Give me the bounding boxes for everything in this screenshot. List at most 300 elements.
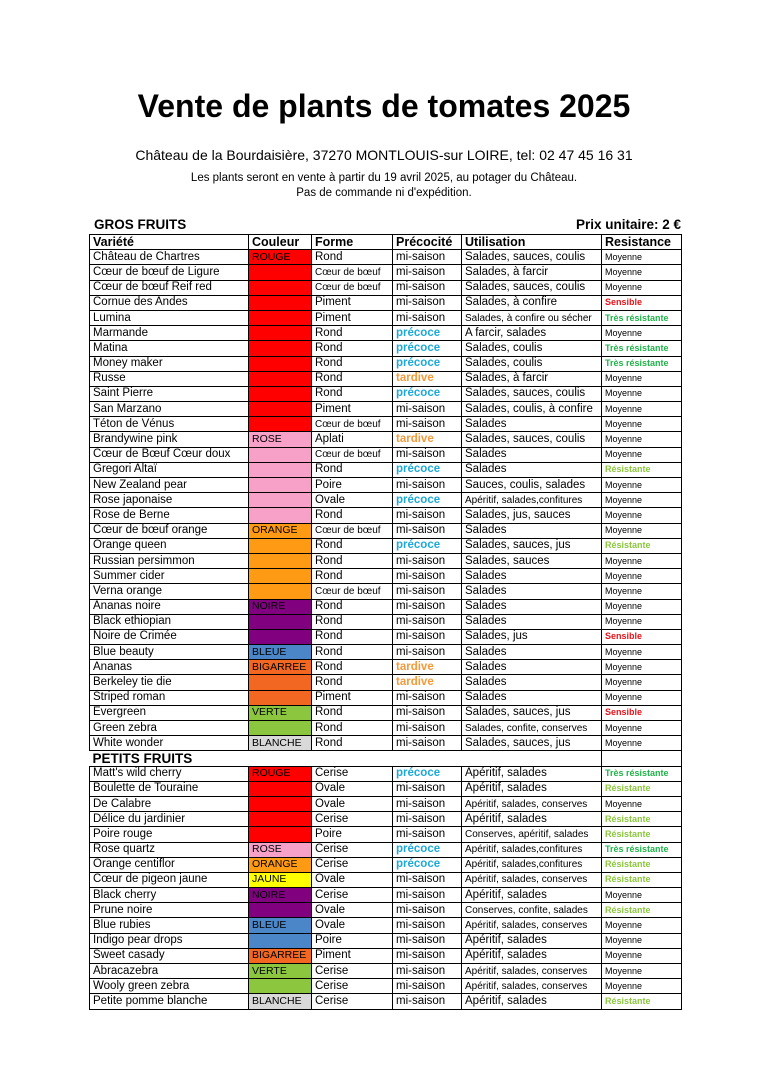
resistance-cell: Résistante	[602, 872, 682, 887]
color-cell	[249, 341, 312, 356]
shape-cell: Piment	[312, 295, 393, 310]
usage-cell: Salades	[462, 569, 602, 584]
shape-cell: Ovale	[312, 493, 393, 508]
usage-cell: Salades	[462, 523, 602, 538]
table-row	[90, 432, 682, 447]
shape-cell: Cerise	[312, 842, 393, 857]
table-row	[90, 326, 682, 341]
resistance-cell: Moyenne	[602, 265, 682, 280]
shape-cell: Rond	[312, 660, 393, 675]
usage-cell: Apéritif, salades,confitures	[462, 493, 602, 508]
shape-cell: Rond	[312, 341, 393, 356]
table-row	[90, 766, 682, 781]
precocity-cell: précoce	[393, 462, 462, 477]
shape-cell: Cerise	[312, 979, 393, 994]
resistance-cell: Résistante	[602, 538, 682, 553]
variety-cell: Russe	[90, 371, 249, 386]
precocity-cell: précoce	[393, 493, 462, 508]
usage-cell: Apéritif, salades	[462, 766, 602, 781]
precocity-cell: mi-saison	[393, 964, 462, 979]
table-row	[90, 675, 682, 690]
resistance-cell: Résistante	[602, 462, 682, 477]
usage-cell: Salades, sauces	[462, 553, 602, 568]
resistance-cell: Très résistante	[602, 842, 682, 857]
resistance-cell: Moyenne	[602, 508, 682, 523]
usage-cell: Salades	[462, 660, 602, 675]
resistance-cell: Moyenne	[602, 964, 682, 979]
variety-cell: Money maker	[90, 356, 249, 371]
table-row	[90, 280, 682, 295]
table-row	[90, 690, 682, 705]
shape-cell: Poire	[312, 933, 393, 948]
shape-cell: Ovale	[312, 918, 393, 933]
usage-cell: Salades	[462, 584, 602, 599]
resistance-cell: Moyenne	[602, 402, 682, 417]
resistance-cell: Sensible	[602, 705, 682, 720]
variety-cell: Indigo pear drops	[90, 933, 249, 948]
precocity-cell: mi-saison	[393, 614, 462, 629]
color-cell: ROUGE	[249, 250, 312, 265]
shape-cell: Cœur de bœuf	[312, 447, 393, 462]
color-cell	[249, 614, 312, 629]
shape-cell: Rond	[312, 675, 393, 690]
variety-cell: Berkeley tie die	[90, 675, 249, 690]
table-row	[90, 994, 682, 1009]
variety-cell: Brandywine pink	[90, 432, 249, 447]
resistance-cell: Moyenne	[602, 660, 682, 675]
usage-cell: Salades	[462, 447, 602, 462]
table-row	[90, 417, 682, 432]
section-label: PETITS FRUITS	[90, 751, 602, 766]
shape-cell: Ovale	[312, 872, 393, 887]
resistance-cell: Résistante	[602, 994, 682, 1009]
column-header: Précocité	[393, 235, 462, 250]
variety-cell: Poire rouge	[90, 827, 249, 842]
usage-cell: Sauces, coulis, salades	[462, 478, 602, 493]
shape-cell: Rond	[312, 371, 393, 386]
precocity-cell: mi-saison	[393, 645, 462, 660]
resistance-cell: Moyenne	[602, 371, 682, 386]
usage-cell: Salades	[462, 599, 602, 614]
table-row	[90, 295, 682, 310]
resistance-cell: Moyenne	[602, 493, 682, 508]
table-row	[90, 812, 682, 827]
usage-cell: Apéritif, salades	[462, 812, 602, 827]
resistance-cell: Moyenne	[602, 933, 682, 948]
resistance-cell: Résistante	[602, 857, 682, 872]
precocity-cell: tardive	[393, 371, 462, 386]
color-cell	[249, 690, 312, 705]
shape-cell: Ovale	[312, 903, 393, 918]
table-row	[90, 872, 682, 887]
table-row	[90, 705, 682, 720]
table-row	[90, 356, 682, 371]
variety-cell: Cornue des Andes	[90, 295, 249, 310]
color-cell	[249, 796, 312, 811]
variety-cell: Cœur de bœuf de Ligure	[90, 265, 249, 280]
usage-cell: Salades, sauces, coulis	[462, 432, 602, 447]
shape-cell: Rond	[312, 538, 393, 553]
table-row	[90, 478, 682, 493]
usage-cell: Apéritif, salades, conserves	[462, 796, 602, 811]
precocity-cell: précoce	[393, 326, 462, 341]
shape-cell: Rond	[312, 721, 393, 736]
table-row	[90, 523, 682, 538]
table-row	[90, 736, 682, 751]
usage-cell: Salades, sauces, jus	[462, 736, 602, 751]
table-row	[90, 842, 682, 857]
variety-cell: White wonder	[90, 736, 249, 751]
resistance-cell: Moyenne	[602, 432, 682, 447]
table-row	[90, 964, 682, 979]
color-cell	[249, 584, 312, 599]
color-cell: ORANGE	[249, 857, 312, 872]
precocity-cell: tardive	[393, 432, 462, 447]
shape-cell: Cœur de bœuf	[312, 584, 393, 599]
precocity-cell: mi-saison	[393, 250, 462, 265]
resistance-cell: Moyenne	[602, 675, 682, 690]
color-cell	[249, 629, 312, 644]
table-row	[90, 265, 682, 280]
resistance-cell: Moyenne	[602, 326, 682, 341]
color-cell	[249, 447, 312, 462]
resistance-cell: Moyenne	[602, 796, 682, 811]
price-label: Prix unitaire: 2 €	[575, 217, 681, 232]
precocity-cell: mi-saison	[393, 872, 462, 887]
usage-cell: Apéritif, salades	[462, 948, 602, 963]
table-row	[90, 629, 682, 644]
table-row	[90, 462, 682, 477]
color-cell	[249, 553, 312, 568]
variety-cell: San Marzano	[90, 402, 249, 417]
precocity-cell: précoce	[393, 386, 462, 401]
variety-cell: Prune noire	[90, 903, 249, 918]
precocity-cell: mi-saison	[393, 979, 462, 994]
precocity-cell: précoce	[393, 842, 462, 857]
color-cell	[249, 827, 312, 842]
resistance-cell: Moyenne	[602, 948, 682, 963]
precocity-cell: mi-saison	[393, 402, 462, 417]
color-cell: VERTE	[249, 964, 312, 979]
color-cell	[249, 310, 312, 325]
table-row	[90, 781, 682, 796]
shape-cell: Rond	[312, 250, 393, 265]
table-row	[90, 584, 682, 599]
color-cell: BLANCHE	[249, 994, 312, 1009]
resistance-cell: Moyenne	[602, 599, 682, 614]
usage-cell: Salades, coulis	[462, 341, 602, 356]
variety-cell: Sweet casady	[90, 948, 249, 963]
precocity-cell: mi-saison	[393, 417, 462, 432]
color-cell: NOIRE	[249, 599, 312, 614]
precocity-cell: mi-saison	[393, 827, 462, 842]
page-title: Vente de plants de tomates 2025	[137, 88, 631, 124]
variety-cell: Rose japonaise	[90, 493, 249, 508]
table-row	[90, 827, 682, 842]
precocity-cell: mi-saison	[393, 265, 462, 280]
shape-cell: Poire	[312, 478, 393, 493]
usage-cell: Salades, coulis	[462, 356, 602, 371]
usage-cell: Apéritif, salades	[462, 994, 602, 1009]
usage-cell: Salades, à farcir	[462, 265, 602, 280]
table-row	[90, 614, 682, 629]
precocity-cell: mi-saison	[393, 705, 462, 720]
variety-cell: Petite pomme blanche	[90, 994, 249, 1009]
color-cell	[249, 356, 312, 371]
precocity-cell: mi-saison	[393, 781, 462, 796]
variety-cell: Evergreen	[90, 705, 249, 720]
usage-cell: Salades, à confire ou sécher	[462, 310, 602, 325]
variety-cell: De Calabre	[90, 796, 249, 811]
address-line: Château de la Bourdaisière, 37270 MONTLOUIS-sur LOIRE, tel: 02 47 45 16 31	[135, 147, 633, 163]
variety-cell: Striped roman	[90, 690, 249, 705]
variety-cell: Délice du jardinier	[90, 812, 249, 827]
precocity-cell: mi-saison	[393, 796, 462, 811]
color-cell	[249, 417, 312, 432]
usage-cell: Apéritif, salades, conserves	[462, 964, 602, 979]
shape-cell: Piment	[312, 690, 393, 705]
color-cell: ROUGE	[249, 766, 312, 781]
resistance-cell: Sensible	[602, 629, 682, 644]
resistance-cell: Moyenne	[602, 523, 682, 538]
variety-cell: New Zealand pear	[90, 478, 249, 493]
table-row	[90, 250, 682, 265]
table-row	[90, 979, 682, 994]
shape-cell: Rond	[312, 645, 393, 660]
precocity-cell: mi-saison	[393, 736, 462, 751]
usage-cell: Apéritif, salades	[462, 781, 602, 796]
precocity-cell: mi-saison	[393, 812, 462, 827]
tomato-table	[89, 234, 682, 1010]
resistance-cell: Très résistante	[602, 766, 682, 781]
shape-cell: Cerise	[312, 857, 393, 872]
precocity-cell: précoce	[393, 538, 462, 553]
table-row	[90, 553, 682, 568]
color-cell	[249, 812, 312, 827]
shape-cell: Rond	[312, 614, 393, 629]
precocity-cell: mi-saison	[393, 918, 462, 933]
table-row	[90, 599, 682, 614]
shape-cell: Cœur de bœuf	[312, 523, 393, 538]
shape-cell: Cerise	[312, 964, 393, 979]
usage-cell: Salades, à farcir	[462, 371, 602, 386]
table-row	[90, 386, 682, 401]
color-cell	[249, 462, 312, 477]
color-cell: BIGARREE	[249, 948, 312, 963]
usage-cell: Salades, sauces, jus	[462, 538, 602, 553]
usage-cell: Salades, sauces, jus	[462, 705, 602, 720]
section-label: GROS FRUITS	[94, 217, 187, 232]
precocity-cell: mi-saison	[393, 690, 462, 705]
usage-cell: Salades	[462, 614, 602, 629]
precocity-cell: précoce	[393, 356, 462, 371]
color-cell: BLEUE	[249, 918, 312, 933]
variety-cell: Ananas noire	[90, 599, 249, 614]
shape-cell: Rond	[312, 569, 393, 584]
usage-cell: Apéritif, salades, conserves	[462, 979, 602, 994]
no-shipping-note: Pas de commande ni d'expédition.	[296, 187, 472, 199]
resistance-cell: Très résistante	[602, 341, 682, 356]
precocity-cell: mi-saison	[393, 721, 462, 736]
resistance-cell: Moyenne	[602, 645, 682, 660]
table-row	[90, 918, 682, 933]
precocity-cell: tardive	[393, 675, 462, 690]
usage-cell: Apéritif, salades, conserves	[462, 872, 602, 887]
resistance-cell: Moyenne	[602, 584, 682, 599]
table-header-row	[90, 235, 682, 250]
variety-cell: Lumina	[90, 310, 249, 325]
variety-cell: Blue beauty	[90, 645, 249, 660]
shape-cell: Piment	[312, 402, 393, 417]
color-cell	[249, 265, 312, 280]
color-cell	[249, 295, 312, 310]
resistance-cell: Moyenne	[602, 690, 682, 705]
variety-cell: Boulette de Touraine	[90, 781, 249, 796]
shape-cell: Cerise	[312, 994, 393, 1009]
sale-note: Les plants seront en vente à partir du 19 avril 2025, au potager du Château.	[190, 172, 578, 184]
precocity-cell: mi-saison	[393, 948, 462, 963]
usage-cell: A farcir, salades	[462, 326, 602, 341]
color-cell: VERTE	[249, 705, 312, 720]
variety-cell: Cœur de bœuf orange	[90, 523, 249, 538]
usage-cell: Conserves, confite, salades	[462, 903, 602, 918]
color-cell: JAUNE	[249, 872, 312, 887]
column-header: Resistance	[602, 235, 682, 250]
resistance-cell: Très résistante	[602, 310, 682, 325]
variety-cell: Téton de Vénus	[90, 417, 249, 432]
color-cell	[249, 903, 312, 918]
shape-cell: Rond	[312, 599, 393, 614]
precocity-cell: mi-saison	[393, 629, 462, 644]
shape-cell: Cerise	[312, 888, 393, 903]
precocity-cell: mi-saison	[393, 478, 462, 493]
color-cell	[249, 781, 312, 796]
table-row	[90, 796, 682, 811]
variety-cell: Cœur de Bœuf Cœur doux	[90, 447, 249, 462]
resistance-cell: Moyenne	[602, 736, 682, 751]
shape-cell: Poire	[312, 827, 393, 842]
shape-cell: Ovale	[312, 796, 393, 811]
shape-cell: Piment	[312, 310, 393, 325]
shape-cell: Rond	[312, 462, 393, 477]
usage-cell: Apéritif, salades,confitures	[462, 857, 602, 872]
table-row	[90, 721, 682, 736]
column-header: Utilisation	[462, 235, 602, 250]
precocity-cell: mi-saison	[393, 280, 462, 295]
variety-cell: Abracazebra	[90, 964, 249, 979]
color-cell	[249, 386, 312, 401]
table-row	[90, 857, 682, 872]
color-cell: BLANCHE	[249, 736, 312, 751]
resistance-cell: Moyenne	[602, 280, 682, 295]
table-row	[90, 933, 682, 948]
precocity-cell: mi-saison	[393, 310, 462, 325]
variety-cell: Cœur de pigeon jaune	[90, 872, 249, 887]
usage-cell: Apéritif, salades	[462, 933, 602, 948]
precocity-cell: mi-saison	[393, 903, 462, 918]
table-row	[90, 538, 682, 553]
table-row	[90, 371, 682, 386]
resistance-cell: Résistante	[602, 903, 682, 918]
shape-cell: Cœur de bœuf	[312, 280, 393, 295]
table-row	[90, 508, 682, 523]
color-cell	[249, 280, 312, 295]
precocity-cell: mi-saison	[393, 295, 462, 310]
variety-cell: Wooly green zebra	[90, 979, 249, 994]
color-cell	[249, 721, 312, 736]
variety-cell: Saint Pierre	[90, 386, 249, 401]
shape-cell: Rond	[312, 736, 393, 751]
shape-cell: Rond	[312, 326, 393, 341]
usage-cell: Apéritif, salades, conserves	[462, 918, 602, 933]
color-cell: NOIRE	[249, 888, 312, 903]
variety-cell: Château de Chartres	[90, 250, 249, 265]
table-row	[90, 660, 682, 675]
table-row	[90, 903, 682, 918]
section-petits-fruits-row	[90, 751, 682, 766]
variety-cell: Marmande	[90, 326, 249, 341]
variety-cell: Verna orange	[90, 584, 249, 599]
resistance-cell: Moyenne	[602, 447, 682, 462]
resistance-cell: Sensible	[602, 295, 682, 310]
precocity-cell: précoce	[393, 766, 462, 781]
table-row	[90, 948, 682, 963]
precocity-cell: mi-saison	[393, 584, 462, 599]
usage-cell: Apéritif, salades,confitures	[462, 842, 602, 857]
color-cell	[249, 326, 312, 341]
shape-cell: Cœur de bœuf	[312, 265, 393, 280]
usage-cell: Salades	[462, 645, 602, 660]
usage-cell: Salades, sauces, coulis	[462, 386, 602, 401]
variety-cell: Ananas	[90, 660, 249, 675]
usage-cell: Salades, confite, conserves	[462, 721, 602, 736]
resistance-cell: Moyenne	[602, 553, 682, 568]
precocity-cell: mi-saison	[393, 994, 462, 1009]
usage-cell: Salades	[462, 675, 602, 690]
color-cell	[249, 569, 312, 584]
usage-cell: Salades, sauces, coulis	[462, 280, 602, 295]
table-row	[90, 645, 682, 660]
resistance-cell: Moyenne	[602, 569, 682, 584]
precocity-cell: précoce	[393, 341, 462, 356]
color-cell: ROSE	[249, 432, 312, 447]
precocity-cell: mi-saison	[393, 447, 462, 462]
color-cell: BLEUE	[249, 645, 312, 660]
resistance-cell: Moyenne	[602, 386, 682, 401]
variety-cell: Green zebra	[90, 721, 249, 736]
usage-cell: Salades, jus	[462, 629, 602, 644]
shape-cell: Rond	[312, 508, 393, 523]
table-row	[90, 493, 682, 508]
usage-cell: Salades, sauces, coulis	[462, 250, 602, 265]
precocity-cell: mi-saison	[393, 888, 462, 903]
usage-cell: Salades, à confire	[462, 295, 602, 310]
resistance-cell: Moyenne	[602, 721, 682, 736]
shape-cell: Ovale	[312, 781, 393, 796]
usage-cell: Salades	[462, 690, 602, 705]
variety-cell: Rose de Berne	[90, 508, 249, 523]
resistance-cell: Moyenne	[602, 478, 682, 493]
color-cell	[249, 478, 312, 493]
resistance-cell: Très résistante	[602, 356, 682, 371]
shape-cell: Rond	[312, 629, 393, 644]
resistance-cell: Résistante	[602, 827, 682, 842]
shape-cell: Piment	[312, 948, 393, 963]
variety-cell: Orange centiflor	[90, 857, 249, 872]
usage-cell: Conserves, apéritif, salades	[462, 827, 602, 842]
variety-cell: Summer cider	[90, 569, 249, 584]
resistance-cell: Résistante	[602, 812, 682, 827]
